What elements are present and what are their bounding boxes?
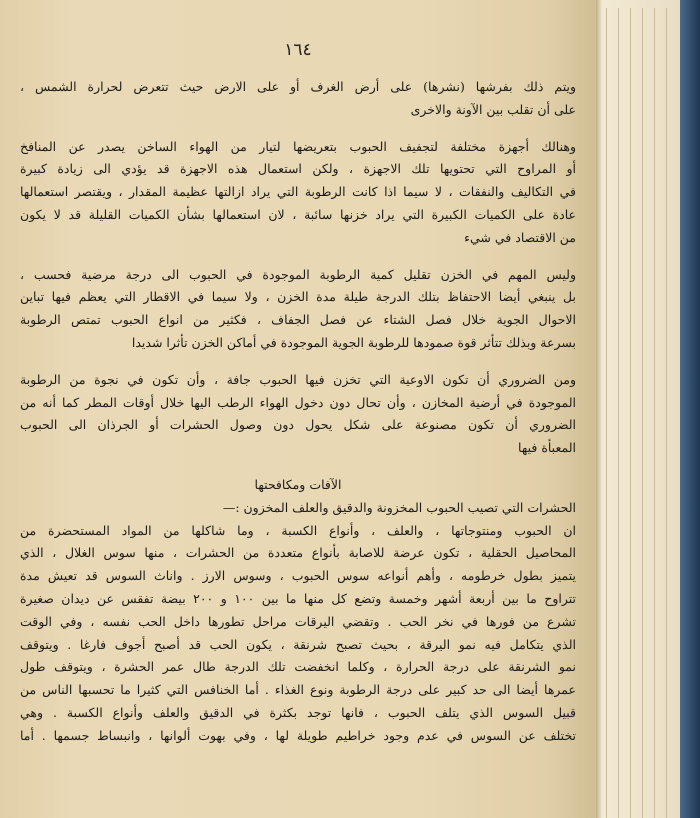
text-line: نمو الشرنقة على درجة الحرارة ، وكلما انخفضت تلك الدرجة طال عمر الحشرة ، ويتوقف طول — [20, 659, 576, 675]
text-line: أو المراوح التي تحتويها تلك الاجهزة ، ولكن استعمال هذه الاجهزة قد يؤدي الى زيادة كبيرة — [20, 161, 576, 177]
paragraph-gap — [20, 122, 576, 136]
text-line: ويتم ذلك بفرشها (نشرها) على أرض الغرف أو على الارض حيث تتعرض لحرارة الشمس ، — [20, 79, 576, 94]
book-cover — [680, 0, 700, 818]
text-line: ومن الضروري أن تكون الاوعية التي تخزن فيها الحبوب جافة ، وأن تكون في نجوة من الرطوبة — [20, 371, 576, 387]
text-line: قبيل السوس الذي يتلف الحبوب ، فانها توجد بكثرة في الدقيق والعلف وأنواع الكسبة . وهي — [20, 704, 576, 720]
text-line: عادة على الكميات الكبيرة التي يراد خزنها سائبة ، لان استعمالها بشأن الكميات القليلة قد لا يكون — [20, 206, 576, 222]
text-line: وليس المهم في الخزن تقليل كمية الرطوبة الموجودة في الحبوب الى درجة مرضية فحسب ، — [20, 266, 576, 282]
text-line: في التكاليف والنفقات ، لا سيما اذا كانت الرطوبة التي يراد ازالتها عظيمة المقدار ، ويقتصر استعمالها — [20, 184, 576, 200]
paragraph-gap — [20, 355, 576, 369]
text-line: يتميز بطول خرطومه ، وأهم أنواعه سوس الحبوب ، وسوس الارز . واناث السوس قد تعيش مدة — [20, 568, 576, 584]
text-line: تتراوح ما بين أربعة أشهر وخمسة وتضع كل منها ما بين ١٠٠ و ٢٠٠ بيضة تفقس عن ديدان صغيرة — [20, 590, 576, 606]
text-line: وهنالك أجهزة مختلفة لتجفيف الحبوب بتعريضها لتيار من الهواء الساخن يصدر عن المنافخ — [20, 138, 576, 154]
text-line: عمرها أيضا الى حد كبير على درجة الرطوبة ونوع الغذاء . أما الخنافس التي كثيرا ما تحسبها الناس من — [20, 682, 576, 698]
text-line: من الاقتصاد في شيء — [464, 229, 576, 245]
text-line: بل ينبغي أيضا الاحتفاظ بتلك الدرجة طيلة مدة الخزن ، ولا سيما في الاقطار التي يعظم فيها تباين — [20, 289, 576, 305]
text-line: المعبأة فيها — [518, 440, 576, 456]
page-text — [20, 76, 576, 748]
text-line: الحشرات التي تصيب الحبوب المخزونة والدقيق والعلف المخزون :— — [222, 499, 576, 515]
text-line: الضروري أن تكون مصنوعة على شكل يحول دون وصول الحشرات أو الجرذان الى الحبوب — [20, 417, 576, 433]
text-line: الذي يتكامل فيه نمو اليرقة ، بحيث تصبح شرنقة ، يكون الحب قد أصبح أجوف فارغا . ويتوقف — [20, 636, 576, 652]
paragraph-gap — [20, 250, 576, 264]
page-number: ١٦٤ — [284, 40, 312, 60]
paragraph-gap — [20, 460, 576, 474]
text-line: تشرع من فورها في نخر الحب . وتقضي اليرقات مراحل تطورها داخل الحب نفسه ، وفي الوقت — [20, 613, 576, 629]
text-line: الموجودة في أرضية المخازن ، وأن تحال دون دخول الهواء الرطب اليها خلال أوقات المطر كما أنه من — [20, 394, 576, 410]
text-line: ان الحبوب ومنتوجاتها ، والعلف ، وأنواع الكسبة ، وما شاكلها من المواد المستحضرة من — [20, 522, 576, 538]
text-line: تختلف عن السوس في عدم وجود خراطيم طويلة لها ، وفي بهوت ألوانها ، وانبساط جسمها . أما — [20, 727, 576, 743]
text-line: الاحوال الجوية خلال فصل الشتاء عن فصل الجفاف ، فكثير من انواع الحبوب تمتص الرطوبة — [20, 312, 576, 328]
text-line: على أن تقلب بين الآونة والاخرى — [410, 101, 576, 117]
text-line: بسرعة وبذلك تتأثر قوة صمودها للرطوبة الجوية الموجودة في أماكن الخزن تأثرا شديدا — [131, 334, 576, 350]
section-heading: الآفات ومكافحتها — [254, 476, 342, 492]
text-line: المحاصيل الحقلية ، تكون عرضة للاصابة بأنواع متعددة من الحشرات ، منها سوس الغلال ، الذي — [20, 545, 576, 561]
